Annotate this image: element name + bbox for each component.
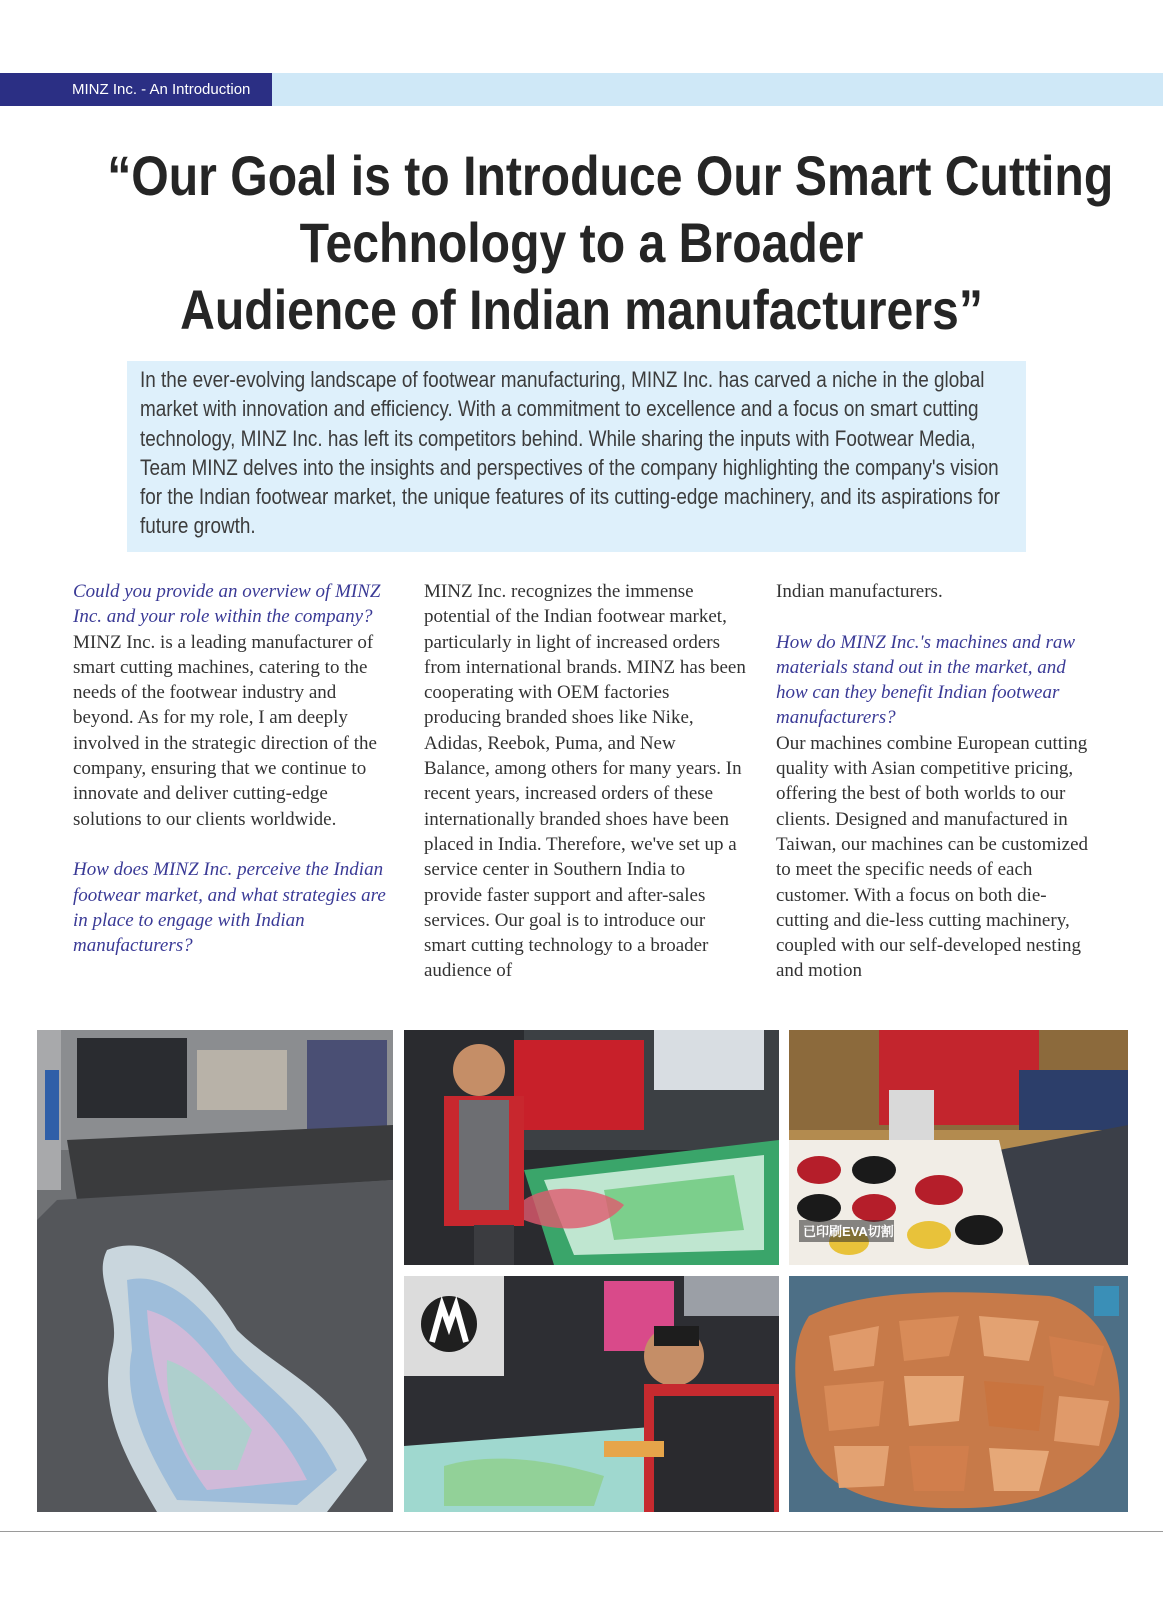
column-1 (73, 579, 395, 958)
cutting-table-image (37, 1030, 393, 1512)
intro-box (127, 361, 1026, 552)
answer-2-continued: Indian manufacturers. (776, 581, 943, 602)
column-2 (424, 579, 746, 984)
paragraph-gap (776, 604, 1098, 629)
photo-eva-cutting (789, 1030, 1128, 1265)
photo-stamp-text: 已印刷EVA切割 (803, 1224, 894, 1239)
paragraph-gap (73, 832, 395, 857)
headline (107, 142, 1114, 343)
question-2: How does MINZ Inc. perceive the Indian footwear market, and what strategies are in place to engage with Indian manufacturers? (73, 859, 386, 957)
column-3 (776, 579, 1098, 984)
answer-1: MINZ Inc. is a leading manufacturer of smart cutting machines, catering to the needs of the footwear industry and beyond. As for my role, I am deeply involved in the strategic direction of the company, ensuring that we continue to innovate and deliver cutting-edge solutions to our clients worldwide. (73, 631, 377, 830)
photo-cutting-table (37, 1030, 393, 1512)
answer-2: MINZ Inc. recognizes the immense potential of the Indian footwear market, particularly in light of increased orders from international brands. MINZ has been cooperating with OEM factories producing branded shoes like Nike, Adidas, Reebok, Puma, and New Balance, among others for many years. In recent years, increased orders of these internationally branded shoes have been placed in India. Therefore, we've set up a service center in Southern India to provide faster support and after-sales services. Our goal is to introduce our smart cutting technology to a broader audience of (424, 581, 746, 982)
photo-operator-green-machine (404, 1030, 779, 1265)
footer-rule (0, 1531, 1163, 1532)
question-3: How do MINZ Inc.'s machines and raw materials stand out in the market, and how can they benefit Indian footwear manufacturers? (776, 631, 1076, 729)
leather-pieces-image (789, 1276, 1128, 1512)
section-tag: MINZ Inc. - An Introduction (0, 73, 272, 106)
headline-line-2: Technology to a Broader (299, 211, 864, 274)
question-1: Could you provide an overview of MINZ Inc. and your role within the company? (73, 581, 381, 628)
headline-line-3: Audience of Indian manufacturers” (180, 278, 983, 341)
operator-green-machine-image (404, 1030, 779, 1265)
eva-cutting-image (789, 1030, 1128, 1265)
answer-3: Our machines combine European cutting quality with Asian competitive pricing, offering the best of both worlds to our clients. Designed and manufactured in Taiwan, our machines can be customized to meet the specific needs of each customer. With a focus on both die-cutting and die-less cutting machinery, coupled with our self-developed nesting and motion (776, 732, 1089, 982)
intro-text: In the ever-evolving landscape of footwear manufacturing, MINZ Inc. has carved a niche in the global market with innovation and efficiency. With a commitment to excellence and a focus on smart cutting technology, MINZ Inc. has left its competitors behind. While sharing the inputs with Footwear Media, Team MINZ delves into the insights and perspectives of the company highlighting the company's vision for the Indian footwear market, the unique features of its cutting-edge machinery, and its aspirations for future growth. (140, 367, 1000, 539)
headline-line-1: “Our Goal is to Introduce Our Smart Cutting (107, 144, 1114, 207)
photo-operator-logo (404, 1276, 779, 1512)
photo-leather-pieces (789, 1276, 1128, 1512)
operator-logo-image (404, 1276, 779, 1512)
